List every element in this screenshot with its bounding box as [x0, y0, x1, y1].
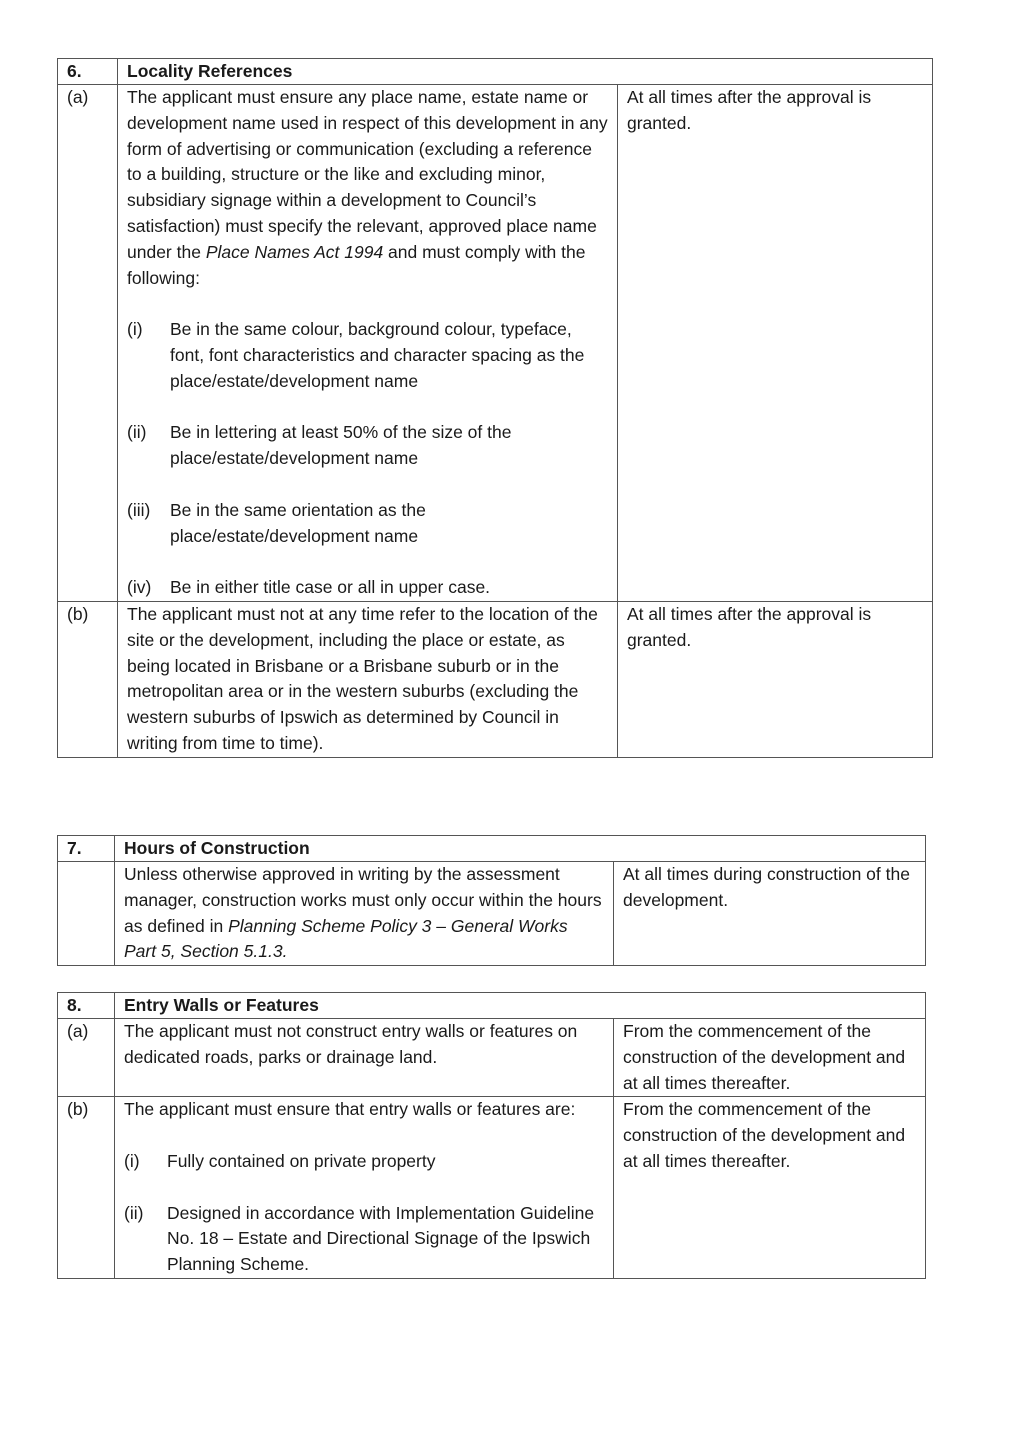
condition-row [58, 601, 933, 757]
section-number: 7. [58, 836, 115, 862]
condition-row [58, 85, 933, 602]
condition-text: The applicant must not construct entry walls or features on dedicated roads, parks or drainage land. [115, 1019, 614, 1097]
condition-text: Unless otherwise approved in writing by the assessment manager, construction works must only occur within the hours as defined in Planning Scheme Policy 3 – General Works Part 5, Section 5.1.3. [115, 862, 614, 966]
list-item [127, 575, 608, 601]
condition-timing: At all times after the approval is granted. [618, 85, 933, 602]
list-item-text: Be in the same colour, background colour, typeface, font, font characteristics and character spacing as the place/estate/development name [170, 319, 585, 391]
list-numeral: (iv) [127, 577, 152, 598]
list-item [127, 317, 608, 394]
condition-row [58, 1019, 926, 1097]
condition-label [58, 862, 115, 966]
section-title: Hours of Construction [115, 836, 926, 862]
list-numeral: (ii) [124, 1202, 144, 1223]
condition-timing: From the commencement of the construction of the development and at all times thereafter. [614, 1019, 926, 1097]
condition-table-entry-walls [57, 992, 926, 1279]
list-item-text: Be in lettering at least 50% of the size of the place/estate/development name [170, 422, 512, 469]
condition-table-locality-references [57, 58, 933, 758]
condition-text [118, 85, 618, 602]
list-numeral: (i) [127, 319, 143, 340]
condition-label: (a) [58, 1019, 115, 1097]
list-item-text: Be in either title case or all in upper case. [170, 577, 491, 598]
section-number: 6. [58, 59, 118, 85]
condition-intro: The applicant must ensure that entry walls or features are: [124, 1099, 576, 1120]
condition-timing: At all times after the approval is granted. [618, 601, 933, 757]
condition-row [58, 1097, 926, 1279]
list-item-text: Designed in accordance with Implementation Guideline No. 18 – Estate and Directional Signage of the Ipswich Planning Scheme. [167, 1202, 595, 1275]
list-numeral: (iii) [127, 499, 151, 520]
list-item-text: Be in the same orientation as the place/estate/development name [170, 499, 426, 546]
section-title: Locality References [118, 59, 933, 85]
condition-label: (b) [58, 1097, 115, 1279]
list-item [127, 420, 608, 472]
condition-text: The applicant must not at any time refer to the location of the site or the development, including the place or estate, as being located in Brisbane or a Brisbane suburb or in the metropolitan area or in the western suburbs (excluding the western suburbs of Ipswich as determined by Council in writing from time to time). [118, 601, 618, 757]
condition-text [115, 1097, 614, 1279]
section-number: 8. [58, 993, 115, 1019]
list-item [127, 498, 608, 550]
list-numeral: (ii) [127, 422, 147, 443]
section-header-row [58, 836, 926, 862]
list-item [124, 1201, 604, 1278]
list-numeral: (i) [124, 1150, 140, 1171]
list-item [124, 1149, 604, 1175]
section-header-row [58, 59, 933, 85]
condition-timing: At all times during construction of the development. [614, 862, 926, 966]
condition-label: (a) [58, 85, 118, 602]
section-title: Entry Walls or Features [115, 993, 926, 1019]
condition-row [58, 862, 926, 966]
condition-timing: From the commencement of the construction of the development and at all times thereafter. [614, 1097, 926, 1279]
condition-table-hours-of-construction [57, 835, 926, 966]
list-item-text: Fully contained on private property [167, 1150, 436, 1171]
condition-intro: The applicant must ensure any place name, estate name or development name used in respect of this development in any form of advertising or communication (excluding a reference to a building, structure or the like and excluding minor, subsidiary signage within a development to Council’s satisfaction) must specify the relevant, approved place name under the Place Names Act 1994 and must comply with the following: [127, 87, 608, 288]
section-header-row [58, 993, 926, 1019]
condition-label: (b) [58, 601, 118, 757]
